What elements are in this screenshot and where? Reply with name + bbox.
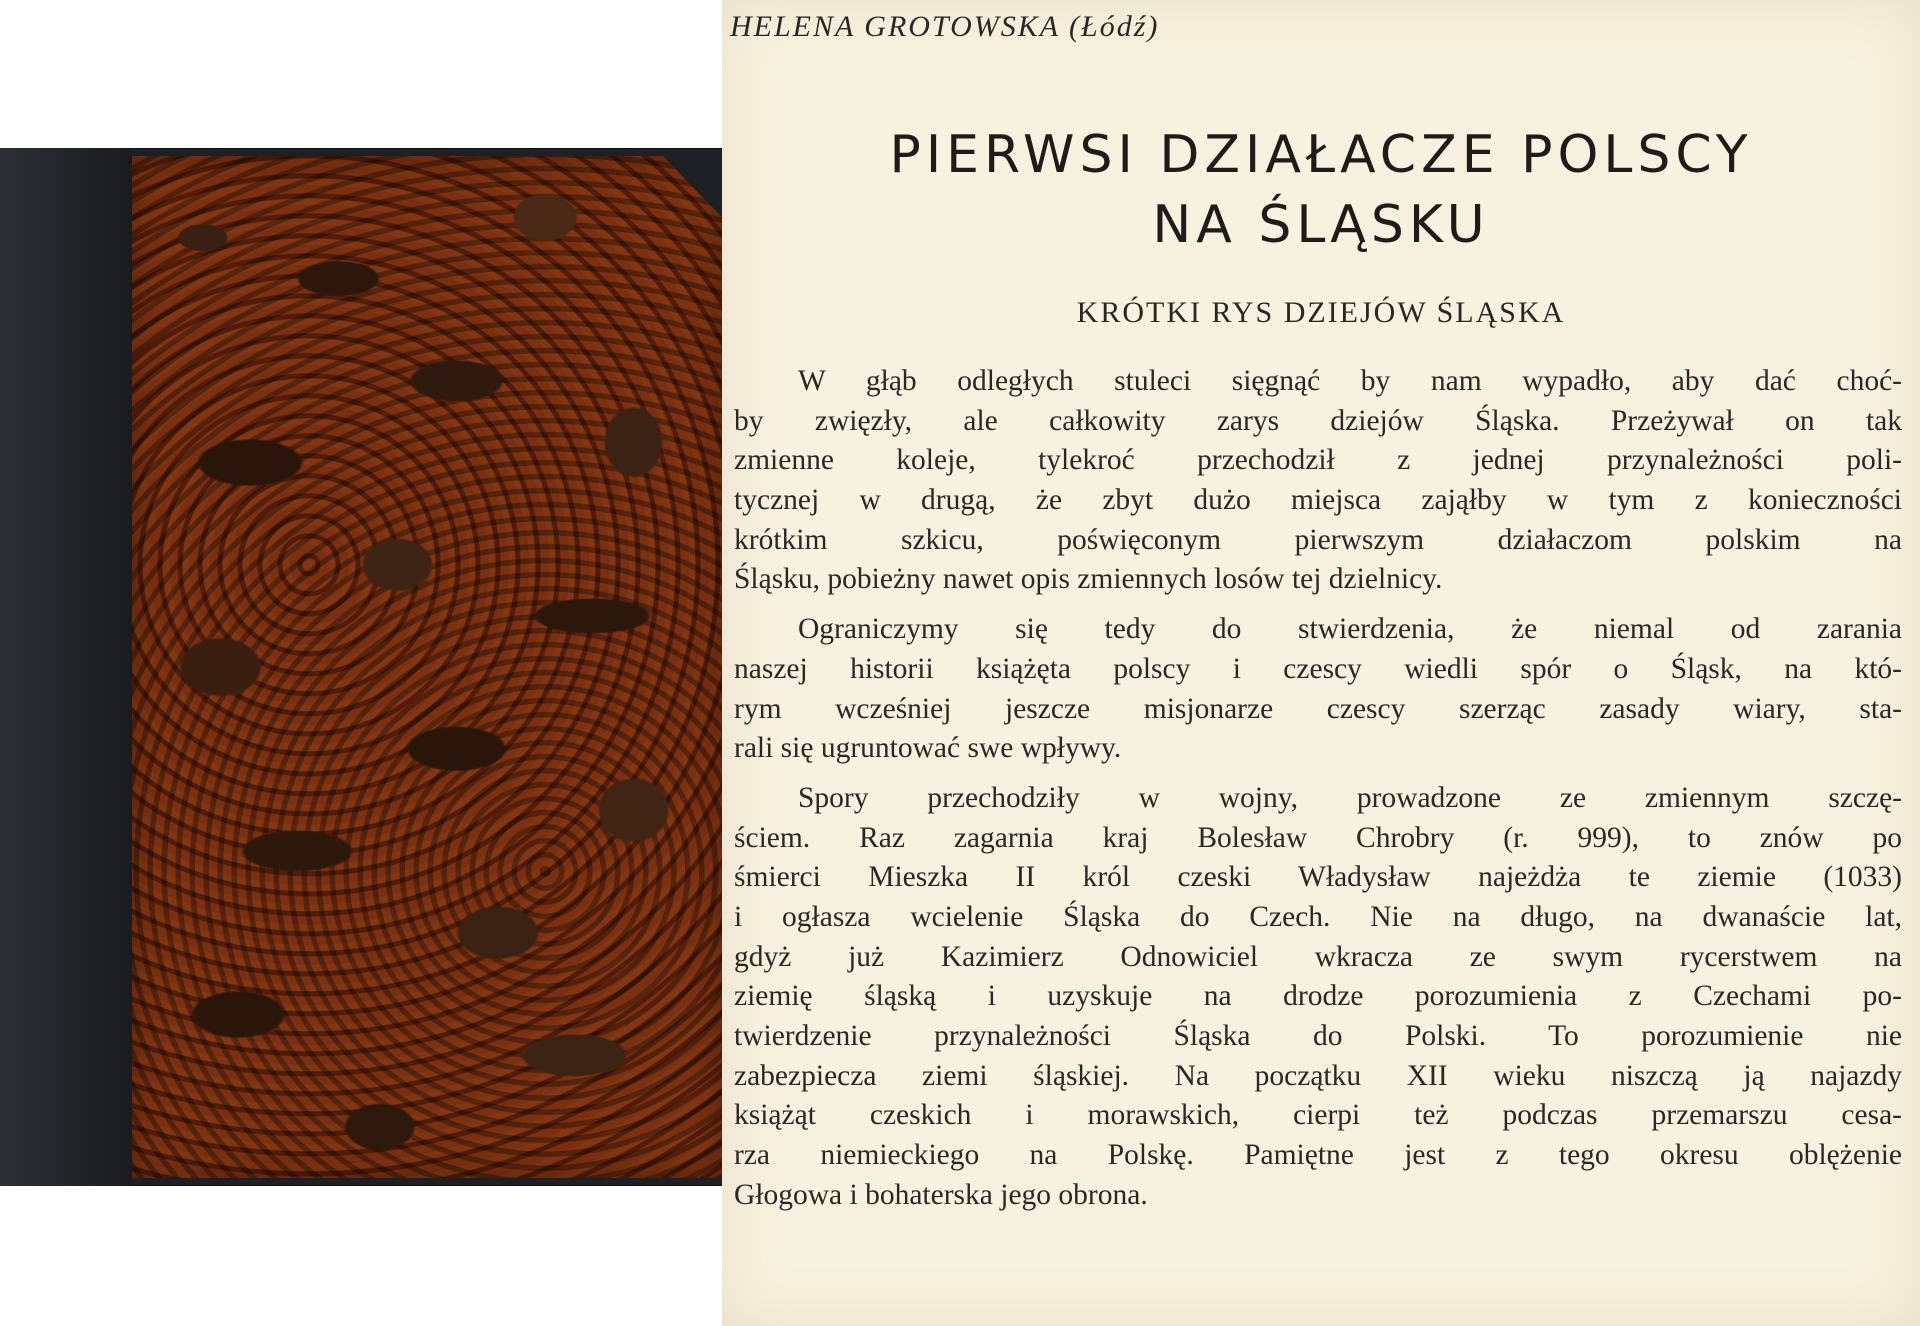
paragraph [734,610,1902,769]
text-line: Śląsku, pobieżny nawet opis zmiennych losów tej dzielnicy. [734,563,1443,596]
title-line: PIERWSI DZIAŁACZE POLSCY [889,125,1753,185]
paragraph [734,779,1902,1216]
text-line: rza niemieckiego na Polskę. Pamiętne jest z tego okresu oblężenie [734,1139,1902,1172]
text-line: by zwięzły, ale całkowity zarys dziejów Śląska. Przeżywał on tak [734,404,1902,437]
article-title [722,120,1920,260]
text-line: rym wcześniej jeszcze misjonarze czescy szerząc zasady wiary, sta- [734,692,1902,725]
book-spine [0,148,132,1186]
text-line: ściem. Raz zagarnia kraj Bolesław Chrobry (r. 999), to znów po [734,821,1902,854]
text-line: naszej historii książęta polscy i czescy wiedli spór o Śląsk, na któ- [734,652,1902,685]
text-line: zabezpiecza ziemi śląskiej. Na początku XII wieku niszczą ją najazdy [734,1059,1902,1092]
text-line: zmienne koleje, tylekroć przechodził z jednej przynależności poli- [734,444,1902,477]
text-line: śmierci Mieszka II król czeski Władysław najeżdża te ziemie (1033) [734,861,1902,894]
paragraph [734,362,1902,600]
title-line: NA ŚLĄSKU [1152,195,1490,255]
book-cover [0,148,730,1186]
author-line: HELENA GROTOWSKA (Łódź) [730,10,1160,43]
text-line: Ograniczymy się tedy do stwierdzenia, że niemal od zarania [798,613,1902,646]
text-line: gdyż już Kazimierz Odnowiciel wkracza ze swym rycerstwem na [734,940,1902,973]
text-line: twierdzenie przynależności Śląska do Polski. To porozumienie nie [734,1020,1902,1052]
article-body [734,362,1902,1225]
text-line: i ogłasza wcielenie Śląska do Czech. Nie na długo, na dwanaście lat, [734,900,1902,933]
document-page [722,0,1920,1326]
marbled-board [132,156,722,1178]
text-line: książąt czeskich i morawskich, cierpi też podczas przemarszu cesa- [734,1099,1902,1132]
text-line: ziemię śląską i uzyskuje na drodze porozumienia z Czechami po- [734,980,1902,1013]
text-line: krótkim szkicu, poświęconym pierwszym działaczom polskim na [734,523,1902,556]
text-line: Głogowa i bohaterska jego obrona. [734,1178,1148,1211]
section-heading: KRÓTKI RYS DZIEJÓW ŚLĄSKA [1076,296,1566,329]
text-line: rali się ugruntować swe wpływy. [734,732,1122,765]
text-line: W głąb odległych stuleci sięgnąć by nam wypadło, aby dać choć- [798,365,1902,397]
text-line: tycznej w drugą, że zbyt dużo miejsca zająłby w tym z konieczności [734,484,1902,517]
text-line: Spory przechodziły w wojny, prowadzone ze zmiennym szczę- [798,781,1902,814]
